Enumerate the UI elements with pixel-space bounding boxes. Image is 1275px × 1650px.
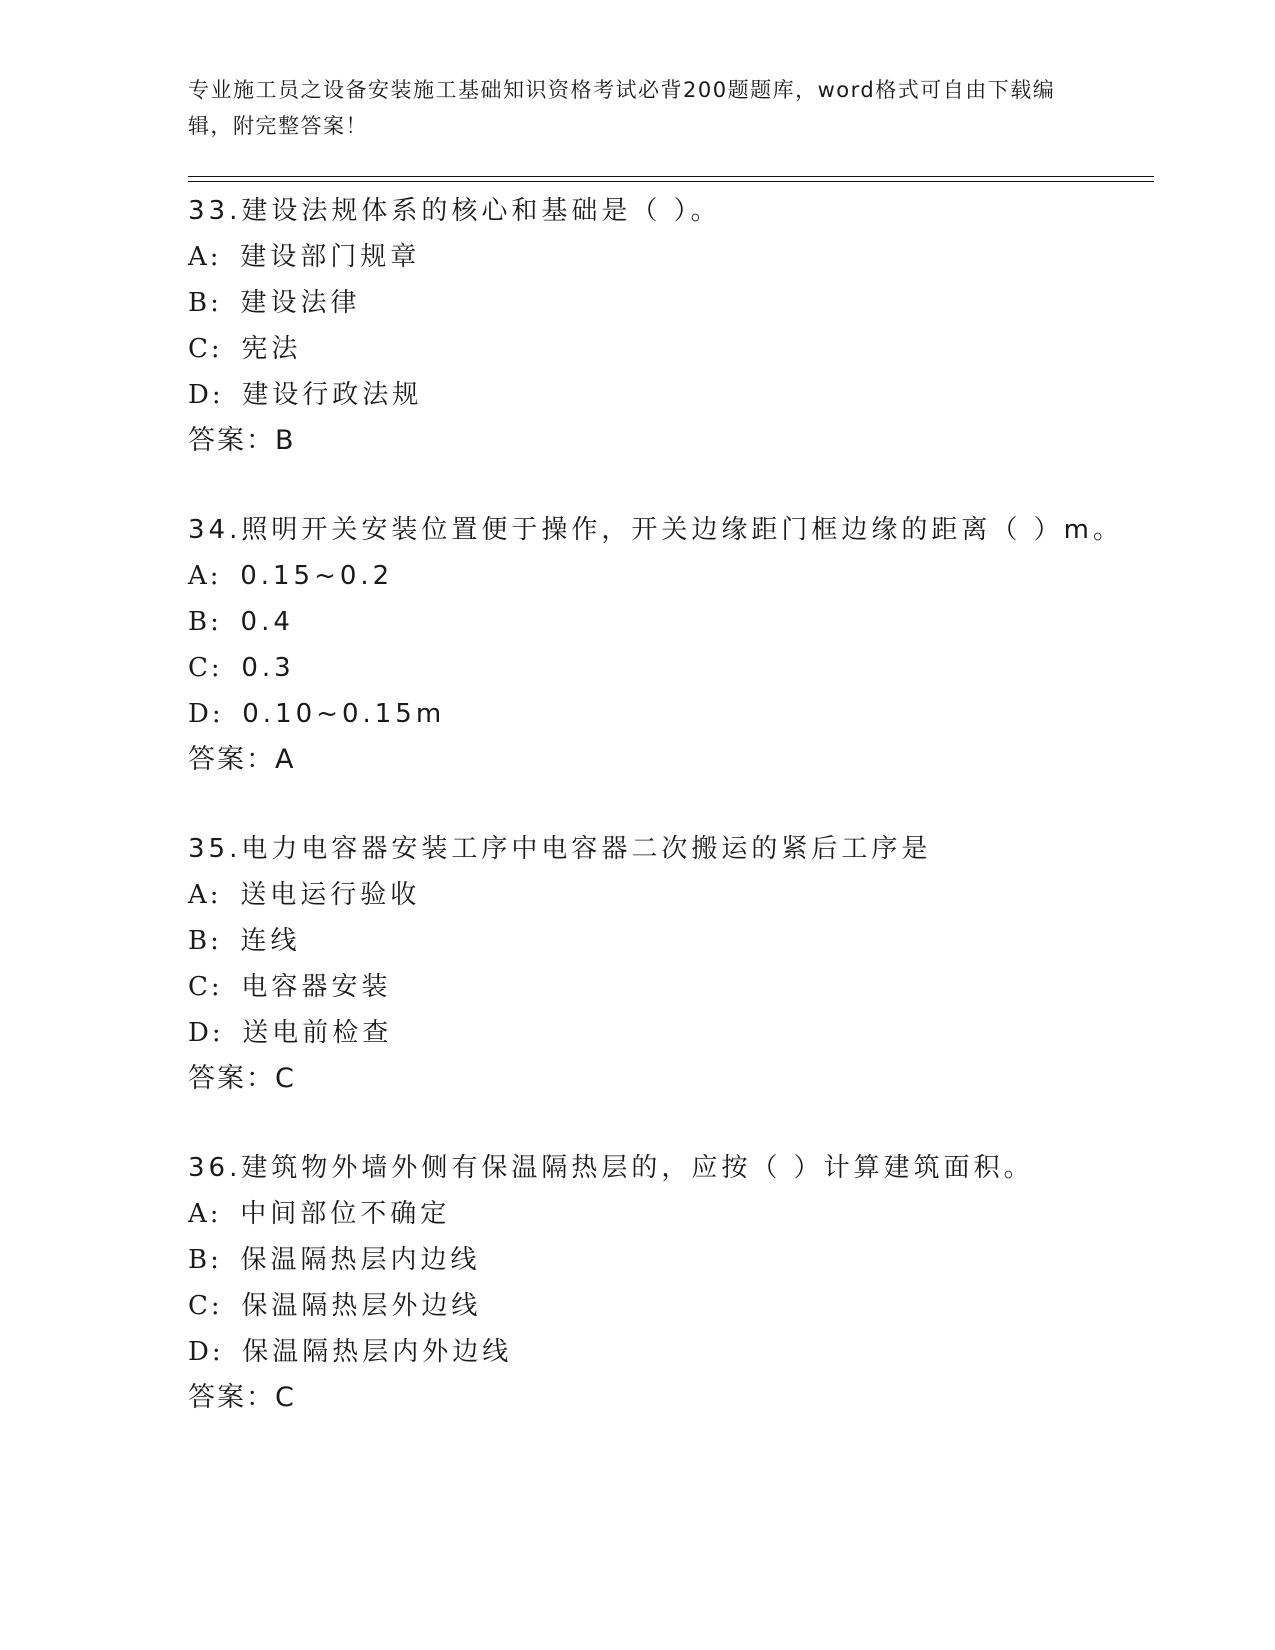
option-text: 送电运行验收	[240, 880, 421, 910]
question-33	[188, 188, 1154, 464]
option-letter: C:	[188, 972, 223, 1002]
option-text: 0.10~0.15m	[242, 699, 446, 729]
header-divider-second	[188, 181, 1154, 182]
question-stem: 36.建筑物外墙外侧有保温隔热层的，应按（ ）计算建筑面积。	[188, 1153, 1034, 1183]
option-c	[188, 1283, 1154, 1329]
option-text: 建设部门规章	[240, 242, 421, 272]
option-letter: A:	[188, 242, 222, 272]
option-letter: D:	[188, 1337, 224, 1367]
option-letter: B:	[188, 607, 222, 637]
option-letter: B:	[188, 288, 222, 318]
option-text: 0.15~0.2	[240, 561, 394, 591]
answer-line: 答案：A	[188, 744, 296, 775]
option-a	[188, 1191, 1154, 1237]
question-35	[188, 826, 1154, 1102]
option-b	[188, 918, 1154, 964]
question-stem: 35.电力电容器安装工序中电容器二次搬运的紧后工序是	[188, 834, 932, 864]
option-text: 送电前检查	[242, 1018, 393, 1048]
answer-line: 答案：C	[188, 1063, 296, 1094]
document-header: 专业施工员之设备安装施工基础知识资格考试必背200题题库，word格式可自由下载编辑，附完整答案！	[188, 78, 1056, 138]
option-letter: C:	[188, 1291, 223, 1321]
option-d	[188, 1010, 1154, 1056]
question-stem: 34.照明开关安装位置便于操作，开关边缘距门框边缘的距离（ ）m。	[188, 515, 1123, 545]
option-b	[188, 599, 1154, 645]
option-text: 电容器安装	[241, 972, 392, 1002]
option-c	[188, 645, 1154, 691]
option-letter: D:	[188, 1018, 224, 1048]
option-text: 宪法	[241, 334, 302, 364]
option-d	[188, 1329, 1154, 1375]
option-letter: B:	[188, 926, 222, 956]
option-text: 保温隔热层内外边线	[242, 1337, 513, 1367]
option-d	[188, 691, 1154, 737]
option-text: 0.4	[240, 607, 294, 637]
option-letter: B:	[188, 1245, 222, 1275]
option-letter: C:	[188, 653, 223, 683]
answer-line: 答案：B	[188, 425, 296, 456]
option-b	[188, 280, 1154, 326]
option-a	[188, 553, 1154, 599]
option-letter: A:	[188, 561, 222, 591]
option-text: 保温隔热层外边线	[241, 1291, 482, 1321]
option-text: 建设行政法规	[242, 380, 423, 410]
option-d	[188, 372, 1154, 418]
option-a	[188, 234, 1154, 280]
option-letter: A:	[188, 880, 222, 910]
question-stem: 33.建设法规体系的核心和基础是（ ）。	[188, 196, 721, 226]
option-text: 建设法律	[240, 288, 361, 318]
option-text: 保温隔热层内边线	[240, 1245, 481, 1275]
option-letter: C:	[188, 334, 223, 364]
option-b	[188, 1237, 1154, 1283]
option-text: 0.3	[241, 653, 295, 683]
option-c	[188, 326, 1154, 372]
question-34	[188, 507, 1154, 783]
question-36	[188, 1145, 1154, 1421]
option-a	[188, 872, 1154, 918]
option-letter: D:	[188, 380, 224, 410]
option-letter: D:	[188, 699, 224, 729]
option-c	[188, 964, 1154, 1010]
option-text: 中间部位不确定	[240, 1199, 451, 1229]
answer-line: 答案：C	[188, 1382, 296, 1413]
header-divider	[188, 176, 1154, 177]
option-letter: A:	[188, 1199, 222, 1229]
option-text: 连线	[240, 926, 301, 956]
